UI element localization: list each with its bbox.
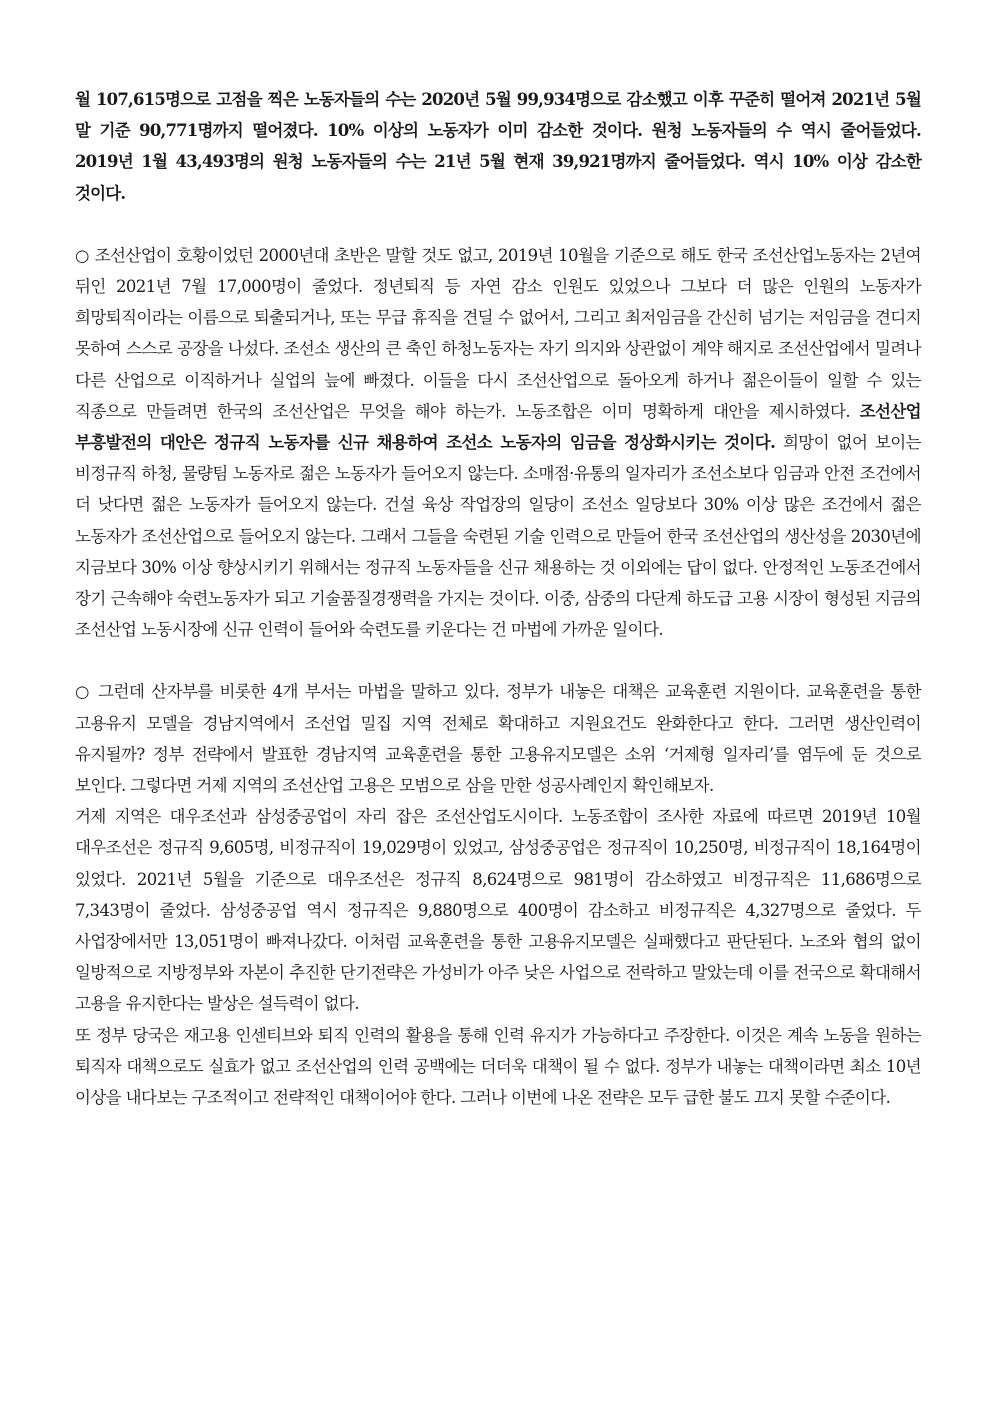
paragraph-intro: 월 107,615명으로 고점을 찍은 노동자들의 수는 2020년 5월 99,934명으로 감소했고 이후 꾸준히 떨어져 2021년 5월 말 기준 90,771명까지 떨어졌다. 10% 이상의 노동자가 이미 감소한 것이다. 원청 노동자들의 수 역시 줄어들었다. 2019년 1월 43,493명의 원청 노동자들의 수는 21년 5월 현재 39,921명까지 줄어들었다. 역시 10% 이상 감소한 것이다. bbox=[75, 90, 921, 203]
paragraph-gap bbox=[75, 209, 921, 240]
paragraph-reemployment: 또 정부 당국은 재고용 인센티브와 퇴직 인력의 활용을 통해 인력 유지가 가능하다고 주장한다. 이것은 계속 노동을 원하는 퇴직자 대책으로도 실효가 없고 조선산업의 인력 공백에는 더더욱 대책이 될 수 없다. 정부가 내놓는 대책이라면 최소 10년 이상을 내다보는 구조적이고 전략적인 대책이어야 한다. 그러나 이번에 나온 전략은 모두 급한 불도 끄지 못할 수준이다. bbox=[75, 1025, 921, 1108]
paragraph-geoje-case: 거제 지역은 대우조선과 삼성중공업이 자리 잡은 조선산업도시이다. 노동조합이 조사한 자료에 따르면 2019년 10월 대우조선은 정규직 9,605명, 비정규직이 19,029명이 있었고, 삼성중공업은 정규직이 10,250명, 비정규직이 18,164명이 있었다. 2021년 5월을 기준으로 대우조선은 정규직 8,624명으로 981명이 감소하였고 비정규직은 11,686명으로 7,343명이 줄었다. 삼성중공업 역시 정규직은 9,880명으로 400명이 감소하고 비정규직은 4,327명으로 줄었다. 두 사업장에서만 13,051명이 빠져나갔다. 이처럼 교육훈련을 통한 고용유지모델은 실패했다고 판단된다. 노조와 협의 없이 일방적으로 지방정부와 자본이 추진한 단기전략은 가성비가 아주 낮은 사업으로 전락하고 말았는데 이를 전국으로 확대해서 고용을 유지한다는 발상은 설득력이 없다. bbox=[75, 807, 921, 1014]
paragraph-gap bbox=[75, 645, 921, 676]
paragraph-workforce-decline-emphasis: 조선산업 부흥발전의 대안은 정규직 노동자를 신규 채용하여 조선소 노동자의 임금을 정상화시키는 것이다. bbox=[75, 401, 921, 453]
paragraph-workforce-decline-text-1: ○ 조선산업이 호황이었던 2000년대 초반은 말할 것도 없고, 2019년 10월을 기준으로 해도 한국 조선산업노동자는 2년여 뒤인 2021년 7월 17,000명이 줄었다. 정년퇴직 등 자연 감소 인원도 있었으나 그보다 더 많은 인원의 노동자가 희망퇴직이라는 이름으로 퇴출되거나, 또는 무급 휴직을 견딜 수 없어서, 그리고 최저임금을 간신히 넘기는 저임금을 견디지 못하여 스스로 공장을 나섰다. 조선소 생산의 큰 축인 하청노동자는 자기 의지와 상관없이 계약 해지로 조선산업에서 밀려나 다른 산업으로 이직하거나 실업의 늪에 빠졌다. 이들을 다시 조선산업으로 돌아오게 하거나 젊은이들이 일할 수 있는 직종으로 만들려면 한국의 조선산업은 무엇을 해야 하는가. 노동조합은 이미 명확하게 대안을 제시하였다. bbox=[75, 245, 921, 421]
paragraph-government-policy: ○ 그런데 산자부를 비롯한 4개 부서는 마법을 말하고 있다. 정부가 내놓은 대책은 교육훈련 지원이다. 교육훈련을 통한 고용유지 모델을 경남지역에서 조선업 밀집 지역 전체로 확대하고 지원요건도 완화한다고 한다. 그러면 생산인력이 유지될까? 정부 전략에서 발표한 경남지역 교육훈련을 통한 고용유지모델은 소위 ‘거제형 일자리’를 염두에 둔 것으로 보인다. 그렇다면 거제 지역의 조선산업 고용은 모범으로 삼을 만한 성공사례인지 확인해보자. bbox=[75, 682, 921, 796]
paragraph-workforce-decline bbox=[75, 240, 921, 646]
paragraph-workforce-decline-text-2: 희망이 없어 보이는 비정규직 하청, 물량팀 노동자로 젊은 노동자가 들어오지 않는다. 소매점·유통의 일자리가 조선소보다 임금과 안전 조건에서 더 낫다면 젊은 노동자가 들어오지 않는다. 건설 육상 작업장의 일당이 조선소 일당보다 30% 이상 많은 조건에서 젊은 노동자가 조선산업으로 들어오지 않는다. 그래서 그들을 숙련된 기술 인력으로 만들어 한국 조선산업의 생산성을 2030년에 지금보다 30% 이상 향상시키기 위해서는 정규직 노동자들을 신규 채용하는 것 이외에는 답이 없다. 안정적인 노동조건에서 장기 근속해야 숙련노동자가 되고 기술품질경쟁력을 가지는 것이다. 이중, 삼중의 다단계 하도급 고용 시장이 형성된 지금의 조선산업 노동시장에 신규 인력이 들어와 숙련도를 키운다는 건 마법에 가까운 일이다. bbox=[75, 433, 921, 640]
document-body bbox=[75, 84, 921, 1113]
